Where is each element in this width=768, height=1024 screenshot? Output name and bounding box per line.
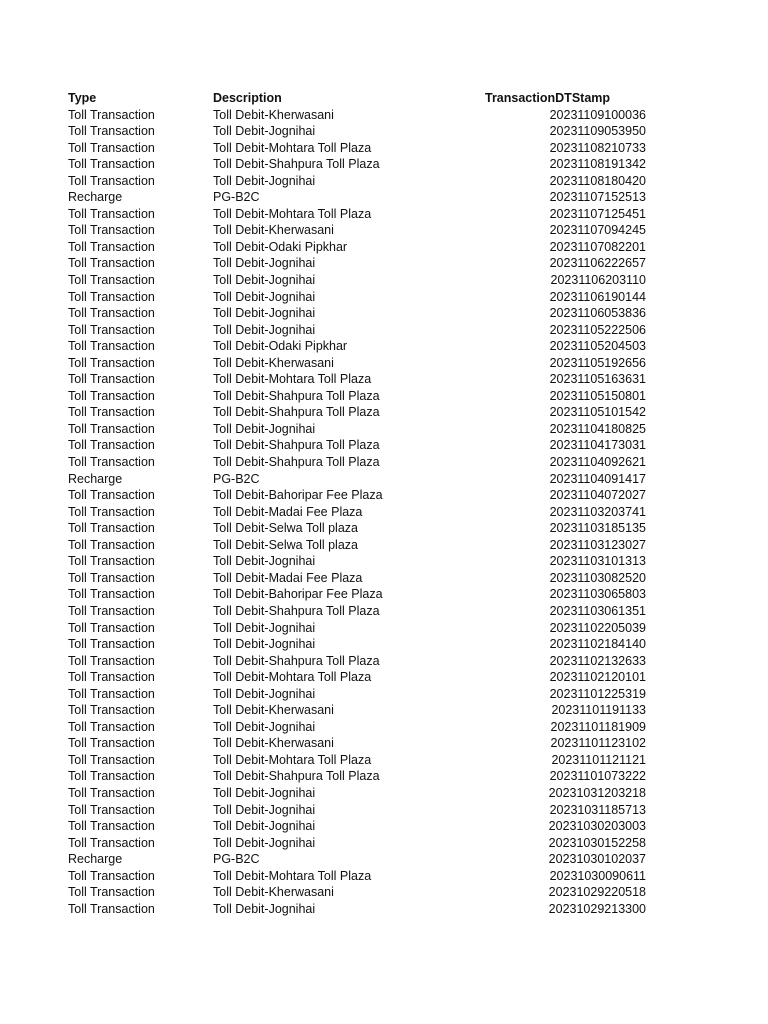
table-row [68, 884, 648, 901]
table-row [68, 222, 648, 239]
table-row [68, 289, 648, 306]
cell-description: Toll Debit-Kherwasani [213, 223, 334, 238]
cell-transaction-dt-stamp: 20231105204503 [549, 339, 646, 354]
table-row [68, 553, 648, 570]
cell-transaction-dt-stamp: 20231107094245 [549, 223, 646, 238]
cell-description: Toll Debit-Jognihai [213, 306, 316, 321]
table-row [68, 835, 648, 852]
table-row [68, 272, 648, 289]
table-row [68, 206, 648, 223]
cell-type: Toll Transaction [68, 703, 155, 718]
cell-description: Toll Debit-Jognihai [213, 901, 316, 916]
cell-transaction-dt-stamp: 20231106222657 [549, 256, 646, 271]
cell-type: Toll Transaction [68, 421, 155, 436]
cell-description: Toll Debit-Shahpura Toll Plaza [213, 388, 380, 403]
table-row [68, 620, 648, 637]
table-row [68, 752, 648, 769]
cell-description: Toll Debit-Jognihai [213, 785, 316, 800]
cell-description: Toll Debit-Jognihai [213, 686, 316, 701]
cell-transaction-dt-stamp: 20231109100036 [549, 107, 646, 122]
cell-type: Toll Transaction [68, 603, 155, 618]
table-row [68, 802, 648, 819]
cell-type: Toll Transaction [68, 206, 155, 221]
cell-transaction-dt-stamp: 20231107152513 [549, 190, 646, 205]
cell-transaction-dt-stamp: 20231108210733 [549, 140, 646, 155]
cell-type: Toll Transaction [68, 455, 155, 470]
table-row [68, 768, 648, 785]
cell-type: Toll Transaction [68, 752, 155, 767]
table-row [68, 636, 648, 653]
cell-transaction-dt-stamp: 20231102132633 [549, 653, 646, 668]
cell-description: Toll Debit-Jognihai [213, 719, 316, 734]
cell-type: Recharge [68, 852, 123, 867]
cell-transaction-dt-stamp: 20231108180420 [549, 173, 646, 188]
cell-transaction-dt-stamp: 20231106053836 [549, 306, 646, 321]
cell-description: Toll Debit-Mohtara Toll Plaza [213, 206, 372, 221]
cell-description: Toll Debit-Kherwasani [213, 885, 334, 900]
cell-description: Toll Debit-Odaki Pipkhar [213, 239, 348, 254]
cell-transaction-dt-stamp: 20231104173031 [549, 438, 646, 453]
table-row [68, 603, 648, 620]
cell-type: Toll Transaction [68, 372, 155, 387]
cell-type: Toll Transaction [68, 570, 155, 585]
cell-description: Toll Debit-Jognihai [213, 289, 316, 304]
cell-type: Toll Transaction [68, 785, 155, 800]
table-row [68, 355, 648, 372]
table-row [68, 338, 648, 355]
cell-description: PG-B2C [213, 190, 260, 205]
table-row [68, 487, 648, 504]
cell-type: Toll Transaction [68, 769, 155, 784]
table-row [68, 586, 648, 603]
cell-transaction-dt-stamp: 20231109053950 [549, 124, 646, 139]
cell-type: Toll Transaction [68, 504, 155, 519]
cell-transaction-dt-stamp: 20231102205039 [549, 620, 646, 635]
header-description: Description [213, 91, 282, 105]
cell-description: PG-B2C [213, 852, 260, 867]
cell-description: Toll Debit-Madai Fee Plaza [213, 504, 363, 519]
cell-description: Toll Debit-Jognihai [213, 322, 316, 337]
table-row [68, 719, 648, 736]
cell-description: Toll Debit-Mohtara Toll Plaza [213, 140, 372, 155]
cell-transaction-dt-stamp: 20231105101542 [549, 405, 646, 420]
table-row [68, 404, 648, 421]
cell-type: Toll Transaction [68, 173, 155, 188]
cell-description: Toll Debit-Mohtara Toll Plaza [213, 670, 372, 685]
table-row [68, 868, 648, 885]
cell-type: Toll Transaction [68, 438, 155, 453]
cell-transaction-dt-stamp: 20231107125451 [549, 206, 646, 221]
table-row [68, 156, 648, 173]
table-row [68, 140, 648, 157]
cell-type: Toll Transaction [68, 223, 155, 238]
header-type: Type [68, 91, 97, 105]
cell-description: Toll Debit-Shahpura Toll Plaza [213, 405, 380, 420]
cell-type: Toll Transaction [68, 256, 155, 271]
cell-description: Toll Debit-Jognihai [213, 173, 316, 188]
table-row [68, 388, 648, 405]
cell-type: Toll Transaction [68, 273, 155, 288]
cell-description: Toll Debit-Kherwasani [213, 736, 334, 751]
table-row [68, 421, 648, 438]
cell-description: Toll Debit-Shahpura Toll Plaza [213, 603, 380, 618]
cell-description: Toll Debit-Mohtara Toll Plaza [213, 752, 372, 767]
cell-transaction-dt-stamp: 20231106190144 [549, 289, 646, 304]
table-row [68, 901, 648, 918]
cell-description: Toll Debit-Shahpura Toll Plaza [213, 653, 380, 668]
table-row [68, 437, 648, 454]
cell-type: Toll Transaction [68, 339, 155, 354]
cell-type: Toll Transaction [68, 537, 155, 552]
cell-type: Toll Transaction [68, 802, 155, 817]
cell-description: Toll Debit-Jognihai [213, 637, 316, 652]
table-row [68, 189, 648, 206]
cell-description: Toll Debit-Jognihai [213, 421, 316, 436]
table-row [68, 322, 648, 339]
table-row [68, 785, 648, 802]
cell-type: Toll Transaction [68, 306, 155, 321]
table-row [68, 669, 648, 686]
cell-type: Toll Transaction [68, 885, 155, 900]
cell-transaction-dt-stamp: 20231031203218 [548, 785, 646, 800]
cell-transaction-dt-stamp: 20231030090611 [549, 868, 646, 883]
cell-description: Toll Debit-Jognihai [213, 620, 316, 635]
cell-transaction-dt-stamp: 20231029220518 [548, 885, 646, 900]
cell-transaction-dt-stamp: 20231105222506 [549, 322, 646, 337]
cell-type: Toll Transaction [68, 355, 155, 370]
table-row [68, 107, 648, 124]
cell-transaction-dt-stamp: 20231103123027 [549, 537, 646, 552]
cell-type: Toll Transaction [68, 124, 155, 139]
cell-transaction-dt-stamp: 20231104091417 [549, 471, 646, 486]
table-row [68, 471, 648, 488]
cell-type: Toll Transaction [68, 587, 155, 602]
cell-transaction-dt-stamp: 20231105192656 [549, 355, 646, 370]
cell-description: Toll Debit-Bahoripar Fee Plaza [213, 587, 383, 602]
table-row [68, 735, 648, 752]
cell-type: Toll Transaction [68, 107, 155, 122]
cell-transaction-dt-stamp: 20231101123102 [550, 736, 646, 751]
cell-description: Toll Debit-Odaki Pipkhar [213, 339, 348, 354]
table-body [68, 107, 648, 918]
cell-description: Toll Debit-Mohtara Toll Plaza [213, 868, 372, 883]
cell-transaction-dt-stamp: 20231103082520 [549, 570, 646, 585]
cell-description: Toll Debit-Jognihai [213, 273, 316, 288]
table-row [68, 653, 648, 670]
cell-description: Toll Debit-Shahpura Toll Plaza [213, 455, 380, 470]
cell-transaction-dt-stamp: 20231101121121 [551, 752, 646, 767]
cell-description: Toll Debit-Kherwasani [213, 107, 334, 122]
cell-type: Toll Transaction [68, 322, 155, 337]
cell-transaction-dt-stamp: 20231103065803 [549, 587, 646, 602]
cell-type: Toll Transaction [68, 488, 155, 503]
cell-transaction-dt-stamp: 20231104092621 [549, 455, 646, 470]
cell-transaction-dt-stamp: 20231101181909 [550, 719, 646, 734]
cell-description: Toll Debit-Shahpura Toll Plaza [213, 157, 380, 172]
cell-description: Toll Debit-Kherwasani [213, 355, 334, 370]
cell-type: Toll Transaction [68, 819, 155, 834]
cell-type: Toll Transaction [68, 405, 155, 420]
cell-transaction-dt-stamp: 20231108191342 [549, 157, 646, 172]
cell-type: Toll Transaction [68, 239, 155, 254]
cell-type: Toll Transaction [68, 719, 155, 734]
cell-transaction-dt-stamp: 20231103203741 [549, 504, 646, 519]
cell-description: Toll Debit-Bahoripar Fee Plaza [213, 488, 383, 503]
cell-transaction-dt-stamp: 20231101073222 [549, 769, 646, 784]
cell-description: Toll Debit-Jognihai [213, 256, 316, 271]
cell-type: Toll Transaction [68, 620, 155, 635]
cell-type: Toll Transaction [68, 670, 155, 685]
table-row [68, 537, 648, 554]
cell-type: Toll Transaction [68, 637, 155, 652]
table-row [68, 818, 648, 835]
cell-description: PG-B2C [213, 471, 260, 486]
cell-description: Toll Debit-Mohtara Toll Plaza [213, 372, 372, 387]
table-row [68, 173, 648, 190]
cell-transaction-dt-stamp: 20231101191133 [551, 703, 646, 718]
header-transaction-dt-stamp: TransactionDTStamp [485, 91, 611, 105]
cell-type: Toll Transaction [68, 835, 155, 850]
cell-description: Toll Debit-Jognihai [213, 835, 316, 850]
cell-type: Recharge [68, 190, 123, 205]
cell-transaction-dt-stamp: 20231030102037 [548, 852, 646, 867]
cell-transaction-dt-stamp: 20231104072027 [549, 488, 646, 503]
cell-transaction-dt-stamp: 20231102184140 [549, 637, 646, 652]
cell-transaction-dt-stamp: 20231103101313 [549, 554, 646, 569]
cell-type: Toll Transaction [68, 140, 155, 155]
table-row [68, 123, 648, 140]
table-row [68, 504, 648, 521]
table-row [68, 570, 648, 587]
table-row [68, 702, 648, 719]
table-row [68, 239, 648, 256]
cell-type: Toll Transaction [68, 901, 155, 916]
cell-description: Toll Debit-Selwa Toll plaza [213, 521, 358, 536]
cell-transaction-dt-stamp: 20231030152258 [548, 835, 646, 850]
cell-type: Toll Transaction [68, 653, 155, 668]
cell-type: Toll Transaction [68, 521, 155, 536]
cell-description: Toll Debit-Madai Fee Plaza [213, 570, 363, 585]
cell-type: Toll Transaction [68, 388, 155, 403]
cell-transaction-dt-stamp: 20231030203003 [548, 819, 646, 834]
table-row [68, 255, 648, 272]
cell-transaction-dt-stamp: 20231105150801 [549, 388, 646, 403]
table-row [68, 520, 648, 537]
cell-transaction-dt-stamp: 20231104180825 [549, 421, 646, 436]
cell-transaction-dt-stamp: 20231029213300 [548, 901, 646, 916]
cell-transaction-dt-stamp: 20231107082201 [549, 239, 646, 254]
table-row [68, 686, 648, 703]
cell-description: Toll Debit-Jognihai [213, 554, 316, 569]
cell-transaction-dt-stamp: 20231103185135 [549, 521, 646, 536]
cell-description: Toll Debit-Shahpura Toll Plaza [213, 438, 380, 453]
cell-transaction-dt-stamp: 20231106203110 [550, 273, 646, 288]
cell-description: Toll Debit-Selwa Toll plaza [213, 537, 358, 552]
cell-description: Toll Debit-Jognihai [213, 819, 316, 834]
cell-type: Toll Transaction [68, 686, 155, 701]
cell-type: Toll Transaction [68, 736, 155, 751]
cell-transaction-dt-stamp: 20231031185713 [549, 802, 646, 817]
cell-description: Toll Debit-Kherwasani [213, 703, 334, 718]
cell-type: Recharge [68, 471, 123, 486]
transaction-table [68, 90, 648, 917]
table-row [68, 371, 648, 388]
table-row [68, 305, 648, 322]
cell-type: Toll Transaction [68, 289, 155, 304]
cell-transaction-dt-stamp: 20231102120101 [549, 670, 646, 685]
cell-transaction-dt-stamp: 20231105163631 [549, 372, 646, 387]
cell-description: Toll Debit-Jognihai [213, 124, 316, 139]
table-row [68, 454, 648, 471]
cell-type: Toll Transaction [68, 868, 155, 883]
cell-type: Toll Transaction [68, 157, 155, 172]
table-row [68, 851, 648, 868]
cell-description: Toll Debit-Jognihai [213, 802, 316, 817]
cell-transaction-dt-stamp: 20231101225319 [549, 686, 646, 701]
table-header-row [68, 90, 648, 107]
cell-description: Toll Debit-Shahpura Toll Plaza [213, 769, 380, 784]
cell-type: Toll Transaction [68, 554, 155, 569]
cell-transaction-dt-stamp: 20231103061351 [549, 603, 646, 618]
